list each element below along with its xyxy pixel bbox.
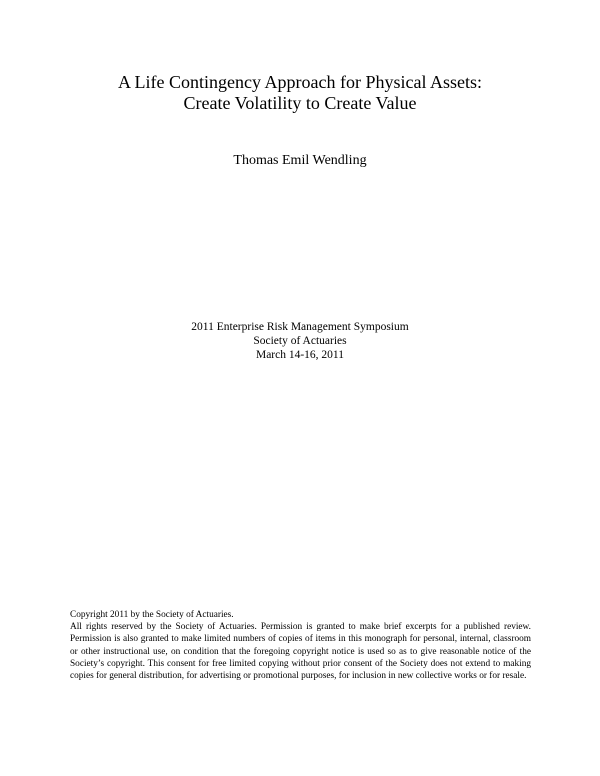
event-name: 2011 Enterprise Risk Management Symposium	[191, 321, 409, 333]
event-organizer: Society of Actuaries	[253, 335, 347, 347]
title-line-2: Create Volatility to Create Value	[183, 93, 417, 113]
event-date: March 14-16, 2011	[255, 349, 345, 361]
event-block	[0, 320, 600, 362]
copyright-body: All rights reserved by the Society of Actuaries. Permission is granted to make brief excerpts for a published review. Permission is also granted to make limited numbers of copies of items in this monograph for personal, internal, classroom or other instructional use, on condition that the foregoing copyright notice is used so as to give reasonable notice of the Society’s copyright. This consent for free limited copying without prior consent of the Society does not extend to making copies for general distribution, for advertising or promotional purposes, for inclusion in new collective works or for resale.	[70, 622, 531, 682]
title-line-1: A Life Contingency Approach for Physical Assets:	[118, 72, 482, 92]
author-name: Thomas Emil Wendling	[233, 153, 367, 168]
copyright-heading: Copyright 2011 by the Society of Actuaries.	[70, 610, 234, 620]
copyright-notice	[70, 609, 531, 682]
title-block	[0, 72, 600, 114]
